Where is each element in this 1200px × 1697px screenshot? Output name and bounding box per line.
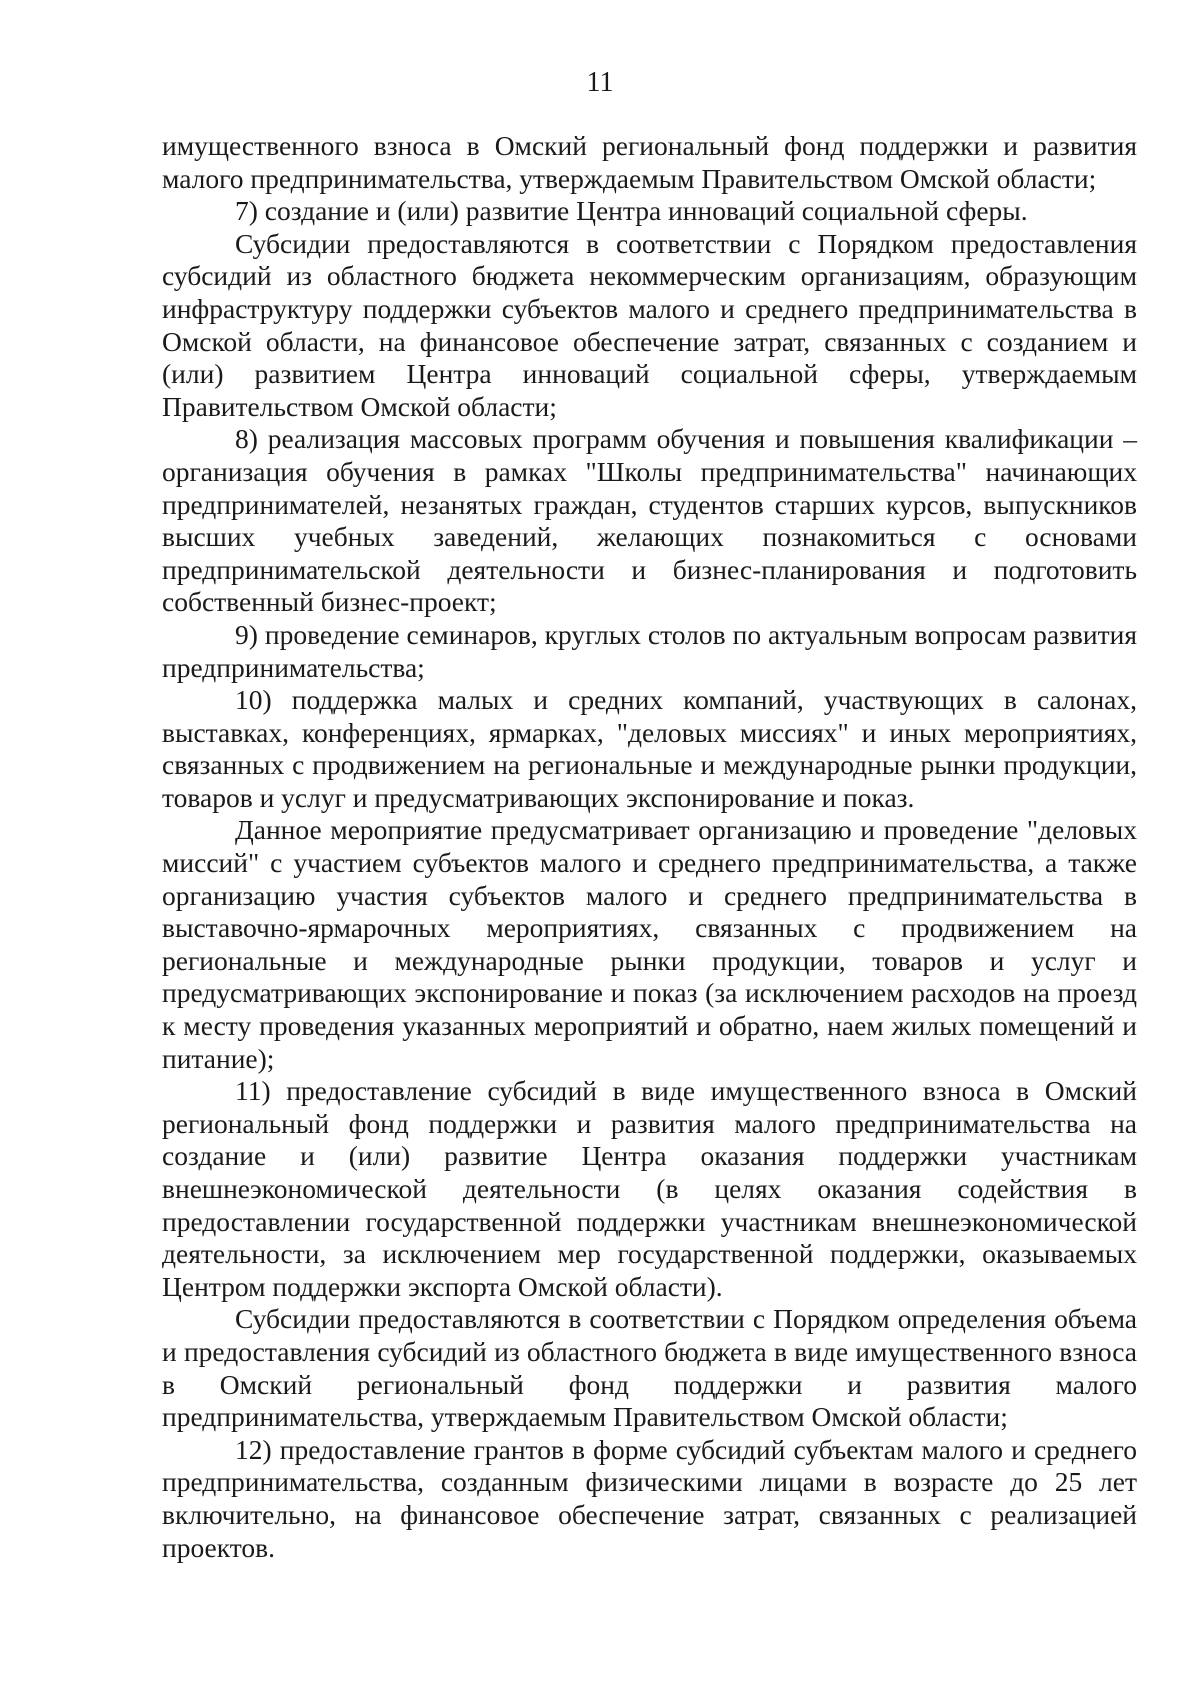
paragraph: имущественного взноса в Омский региональный фонд поддержки и развития малого предпринимательства, утверждаемым Правительством Омской области;: [162, 130, 1137, 194]
paragraph: 7) создание и (или) развитие Центра инноваций социальной сферы.: [235, 195, 1028, 227]
paragraph: Субсидии предоставляются в соответствии с Порядком предоставления субсидий из областного бюджета некоммерческим организациям, образующим инфраструктуру поддержки субъектов малого и среднего предпринимательства в Омской области, на финансовое обеспечение затрат, связанных с созданием и (или) развитием Центра инноваций социальной сферы, утверждаемым Правительством Омской области;: [162, 227, 1137, 422]
paragraph: Субсидии предоставляются в соответствии с Порядком определения объема и предоставления субсидий из областного бюджета в виде имущественного взноса в Омский региональный фонд поддержки и развития малого предпринимательства, утверждаемым Правительством Омской области;: [162, 1303, 1137, 1433]
paragraph: Данное мероприятие предусматривает организацию и проведение "деловых миссий" с участием субъектов малого и среднего предпринимательства, а также организацию участия субъектов малого и среднего предпринимательства в выставочно-ярмарочных мероприятиях, связанных с продвижением на региональные и международные рынки продукции, товаров и услуг и предусматривающих экспонирование и показ (за исключением расходов на проезд к месту проведения указанных мероприятий и обратно, наем жилых помещений и питание);: [162, 814, 1137, 1074]
paragraph: 12) предоставление грантов в форме субсидий субъектам малого и среднего предпринимательства, созданным физическими лицами в возрасте до 25 лет включительно, на финансовое обеспечение затрат, связанных с реализацией проектов.: [162, 1433, 1137, 1563]
page-number: 11: [586, 67, 614, 98]
document-body: [162, 130, 1137, 1564]
paragraph: 10) поддержка малых и средних компаний, участвующих в салонах, выставках, конференциях, ярмарках, "деловых миссиях" и иных мероприятиях, связанных с продвижением на региональные и международные рынки продукции, товаров и услуг и предусматривающих экспонирование и показ.: [162, 684, 1137, 813]
paragraph: 9) проведение семинаров, круглых столов по актуальным вопросам развития предпринимательства;: [162, 618, 1137, 683]
paragraph: 11) предоставление субсидий в виде имущественного взноса в Омский региональный фонд поддержки и развития малого предпринимательства на создание и (или) развитие Центра оказания поддержки участникам внешнеэкономической деятельности (в целях оказания содействия в предоставлении государственной поддержки участникам внешнеэкономической деятельности, за исключением мер государственной поддержки, оказываемых Центром поддержки экспорта Омской области).: [162, 1075, 1137, 1302]
paragraph: 8) реализация массовых программ обучения и повышения квалификации – организация обучения в рамках "Школы предпринимательства" начинающих предпринимателей, незанятых граждан, студентов старших курсов, выпускников высших учебных заведений, желающих познакомиться с основами предпринимательской деятельности и бизнес-планирования и подготовить собственный бизнес-проект;: [162, 423, 1137, 618]
